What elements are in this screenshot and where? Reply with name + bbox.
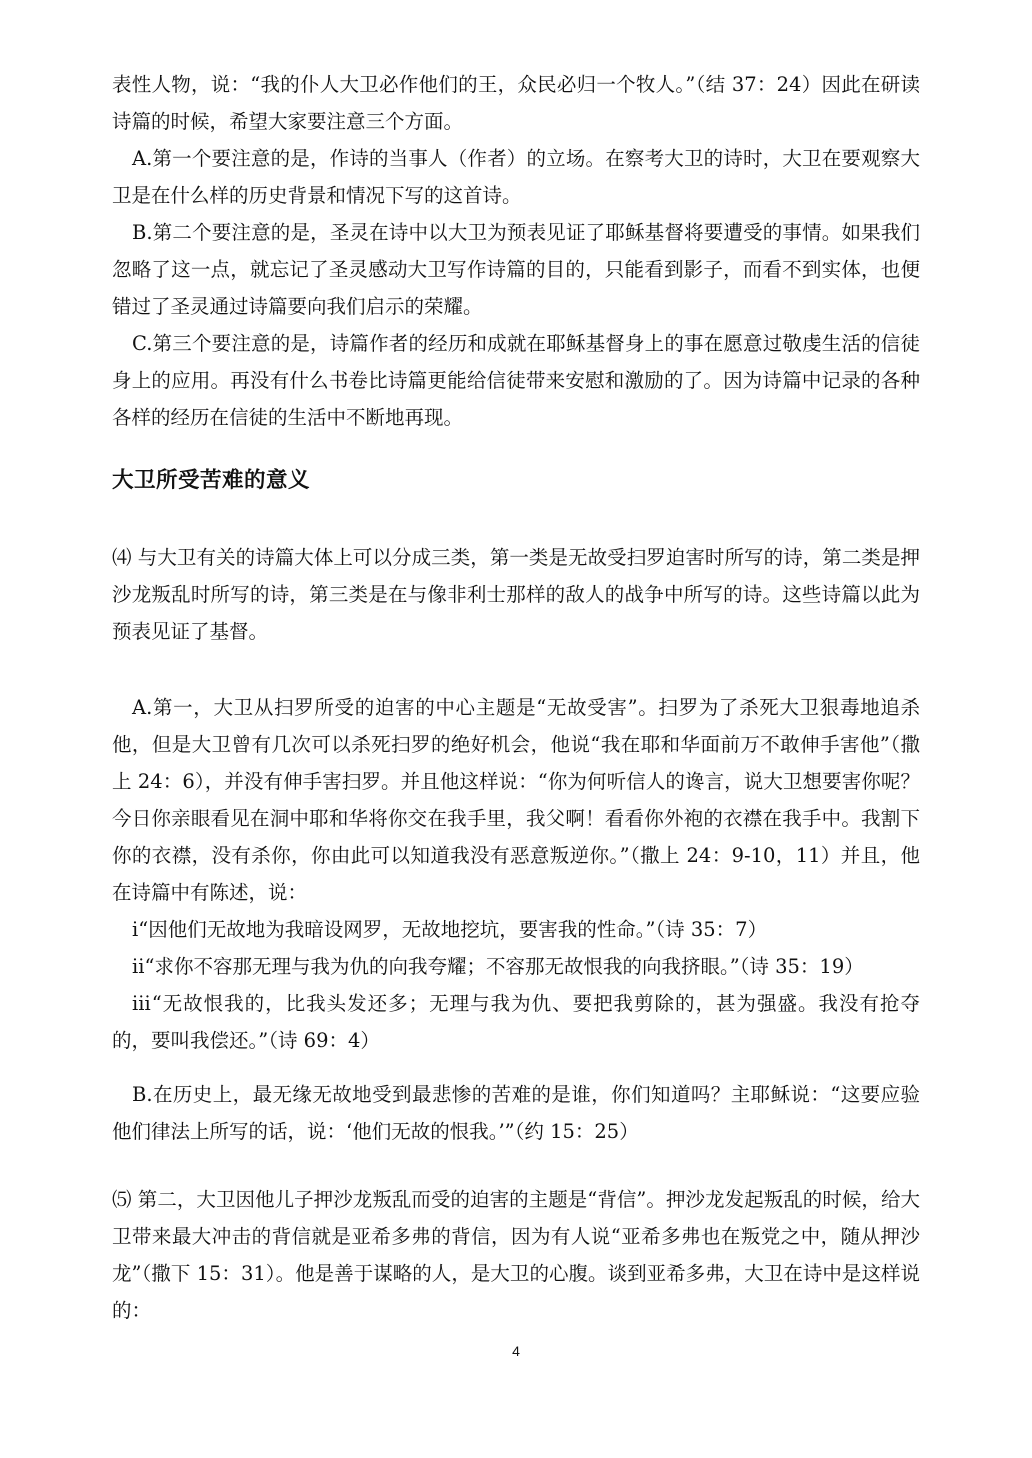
page-number: 4 — [512, 1343, 520, 1359]
section-4-block — [112, 539, 920, 650]
quote-1: ⅰ“因他们无故地为我暗设网罗，无故地挖坑，要害我的性命。”（诗 35：7） — [132, 918, 768, 941]
section-4b-block — [112, 1076, 920, 1150]
section-5-block — [112, 1181, 920, 1329]
intro-block — [112, 66, 920, 436]
quote-2: ⅱ“求你不容那无理与我为仇的向我夸耀；不容那无故恨我的向我挤眼。”（诗 35：19） — [132, 955, 864, 978]
intro-paragraph: 表性人物，说：“我的仆人大卫必作他们的王，众民必归一个牧人。”（结 37：24）因此在研读诗篇的时候，希望大家要注意三个方面。 — [112, 73, 920, 133]
point-b-paragraph: B.第二个要注意的是，圣灵在诗中以大卫为预表见证了耶稣基督将要遭受的事情。如果我们忽略了这一点，就忘记了圣灵感动大卫写作诗篇的目的，只能看到影子，而看不到实体，也便错过了圣灵通过诗篇要向我们启示的荣耀。 — [112, 221, 920, 318]
paragraph-4b: B.在历史上，最无缘无故地受到最悲惨的苦难的是谁，你们知道吗？主耶稣说：“这要应验他们律法上所写的话，说：‘他们无故的恨我。’”（约 15：25） — [112, 1083, 920, 1143]
section-4a-block — [112, 689, 920, 1059]
paragraph-5: ⑸ 第二，大卫因他儿子押沙龙叛乱而受的迫害的主题是“背信”。押沙龙发起叛乱的时候，给大卫带来最大冲击的背信就是亚希多弗的背信，因为有人说“亚希多弗也在叛党之中，随从押沙龙”（撒下 15：31）。他是善于谋略的人，是大卫的心腹。谈到亚希多弗，大卫在诗中是这样说的： — [112, 1188, 920, 1322]
section-heading: 大卫所受苦难的意义 — [112, 468, 311, 493]
point-c-paragraph: C.第三个要注意的是，诗篇作者的经历和成就在耶稣基督身上的事在愿意过敬虔生活的信徒身上的应用。再没有什么书卷比诗篇更能给信徒带来安慰和激励的了。因为诗篇中记录的各种各样的经历在信徒的生活中不断地再现。 — [112, 332, 920, 429]
quote-3: ⅲ“无故恨我的，比我头发还多；无理与我为仇、要把我剪除的，甚为强盛。我没有抢夺的，要叫我偿还。”（诗 69：4） — [112, 992, 920, 1052]
point-a-paragraph: A.第一个要注意的是，作诗的当事人（作者）的立场。在察考大卫的诗时，大卫在要观察大卫是在什么样的历史背景和情况下写的这首诗。 — [112, 147, 920, 207]
paragraph-4: ⑷ 与大卫有关的诗篇大体上可以分成三类，第一类是无故受扫罗迫害时所写的诗，第二类是押沙龙叛乱时所写的诗，第三类是在与像非利士那样的敌人的战争中所写的诗。这些诗篇以此为预表见证了基督。 — [112, 546, 920, 643]
paragraph-4a: A.第一，大卫从扫罗所受的迫害的中心主题是“无故受害”。扫罗为了杀死大卫狠毒地追杀他，但是大卫曾有几次可以杀死扫罗的绝好机会，他说“我在耶和华面前万不敢伸手害他”（撒上 24：6），并没有伸手害扫罗。并且他这样说：“你为何听信人的谗言，说大卫想要害你呢？今日你亲眼看见在洞中耶和华将你交在我手里，我父啊！看看你外袍的衣襟在我手中。我割下你的衣襟，没有杀你，你由此可以知道我没有恶意叛逆你。”（撒上 24：9-10，11）并且，他在诗篇中有陈述，说： — [112, 696, 920, 904]
